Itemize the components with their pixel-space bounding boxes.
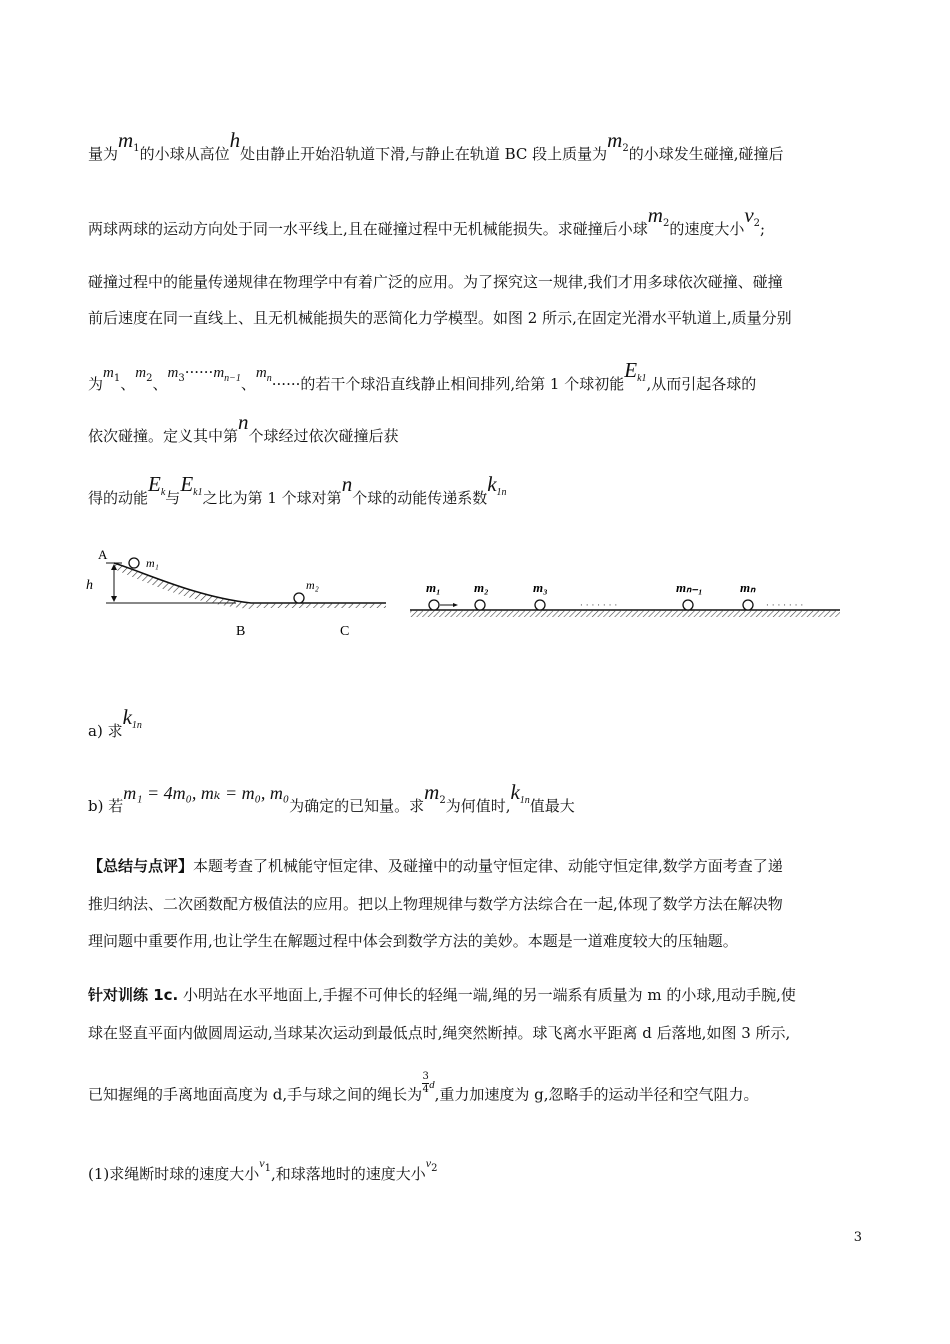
- question-a: a) 求$k_{1n}$: [88, 705, 142, 740]
- text-line-1: 量为$m_1$的小球从高位h处由静止开始沿轨道下滑,与静止在轨道 BC 段上质量为$m_2$的小球发生碰撞,碰撞后: [88, 128, 784, 163]
- figure-1-ramp: [86, 545, 386, 645]
- text-line-5: 为$m_1$、$m_2$、$m_3\cdot\cdot\cdot\cdot\cdot\cdot m_{n-1}$、$m_n\cdot\cdot\cdot\cdot\cdot\cdot$的若干个球沿直线静止相间排列,给第 1 个球初能$E_{k1}$,从而引起各球的: [88, 358, 757, 393]
- label-m1: m₁: [146, 556, 159, 570]
- question-b: b) 若m₁ = 4m₀, mₖ = m₀, m₀为确定的已知量。求$m_2$为何值时$,k_{1n}$值最大: [88, 780, 575, 815]
- label-B: B: [236, 624, 246, 639]
- label-mn-1: mₙ₋₁: [676, 580, 703, 595]
- training-line-1: 针对训练 1c. 小明站在水平地面上,手握不可伸长的轻绳一端,绳的另一端系有质量为 m 的小球,甩动手腕,使: [88, 986, 796, 1004]
- ball-1: [429, 600, 439, 610]
- summary-line-3: 理问题中重要作用,也让学生在解题过程中体会到数学方法的美妙。本题是一道难度较大的压轴题。: [88, 932, 738, 950]
- fraction-three-quarters: $\frac{3}{4}$: [422, 1071, 429, 1095]
- summary-line-2: 推归纳法、二次函数配方极值法的应用。把以上物理规律与数学方法综合在一起,体现了数学方法在解决物: [88, 895, 783, 913]
- training-line-3: 已知握绳的手离地面高度为 d,手与球之间的绳长为 $\frac{3}{4}$ $^d$,重力加速度为 g,忽略手的运动半径和空气阻力。: [88, 1071, 759, 1104]
- text-line-7: 得的动能$E_k$与$E_{k1}$之比为第 1 个球对第n个球的动能传递系数$k_{1n}$: [88, 472, 507, 507]
- ground-hatch: [251, 603, 386, 608]
- figure-2-ball-chain: [410, 578, 850, 628]
- ellipsis-dots-1: · · · · · · ·: [580, 601, 618, 611]
- training-question-1: (1)求绳断时球的速度大小$v_1$,和球落地时的速度大小$v_2$: [88, 1156, 438, 1183]
- label-C: C: [340, 624, 350, 639]
- ball-2: [475, 600, 485, 610]
- ellipsis-dots-2: · · · · · · ·: [766, 601, 804, 611]
- text-line-6: 依次碰撞。定义其中第n个球经过依次碰撞后获: [88, 410, 399, 445]
- text-line-4: 前后速度在同一直线上、且无机械能损失的恶简化力学模型。如图 2 所示,在固定光滑水平轨道上,质量分别: [88, 309, 792, 327]
- ball-3: [535, 600, 545, 610]
- training-heading: 针对训练 1c.: [88, 986, 179, 1004]
- label-mn: mₙ: [740, 580, 756, 595]
- track-hatch: [410, 610, 840, 617]
- text-line-2: 两球两球的运动方向处于同一水平线上,且在碰撞过程中无机械能损失。求碰撞后小球$m_2$的速度大小$v_2$;: [88, 203, 766, 238]
- label-m1: m₁: [426, 580, 441, 595]
- text-line-3: 碰撞过程中的能量传递规律在物理学中有着广泛的应用。为了探究这一规律,我们才用多球依次碰撞、碰撞: [88, 273, 783, 291]
- summary-line-1: 【总结与点评】本题考查了机械能守恒定律、及碰撞中的动量守恒定律、动能守恒定律,数学方面考查了递: [88, 857, 783, 875]
- label-h: h: [86, 578, 93, 593]
- label-m2: m₂: [306, 578, 319, 592]
- label-A: A: [98, 547, 108, 562]
- ball-n-minus-1: [683, 600, 693, 610]
- training-line-2: 球在竖直平面内做圆周运动,当球某次运动到最低点时,绳突然断掉。球飞离水平距离 d 后落地,如图 3 所示,: [88, 1024, 791, 1042]
- summary-heading: 【总结与点评】: [88, 857, 194, 875]
- page-number: 3: [853, 1230, 862, 1245]
- ball-n: [743, 600, 753, 610]
- ball-m1: [129, 558, 139, 568]
- label-m3: m₃: [533, 580, 548, 595]
- ball-m2: [294, 593, 304, 603]
- arrow-down-head: [111, 596, 117, 602]
- velocity-arrow-head: [453, 603, 458, 607]
- label-m2: m₂: [474, 580, 489, 595]
